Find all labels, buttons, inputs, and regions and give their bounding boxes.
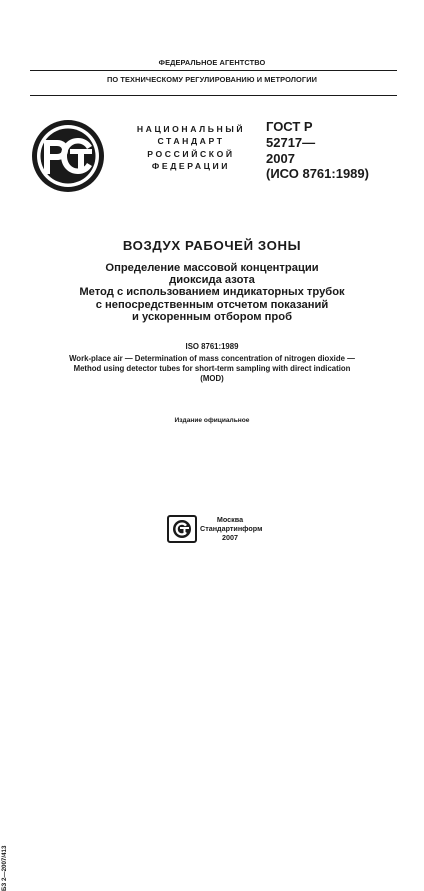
iso-reference: ISO 8761:1989: [185, 342, 239, 351]
english-title-line3: (MOD): [200, 374, 224, 383]
publisher-name: Стандартинформ: [200, 523, 263, 533]
publisher-city: Москва: [216, 515, 244, 524]
standard-type-line4: ФЕДЕРАЦИИ: [151, 161, 231, 172]
subtitle-line1: Определение массовой концентрации: [105, 262, 319, 274]
subtitle-line5: и ускоренным отбором проб: [132, 310, 292, 323]
standard-type-line1: НАЦИОНАЛЬНЫЙ: [136, 124, 246, 134]
subtitle-line2: диоксида азота: [169, 274, 255, 287]
subtitle-line3: Метод с использованием индикаторных трубок: [79, 286, 345, 299]
publisher-year: 2007: [222, 532, 238, 542]
standartinform-logo-icon: [167, 515, 197, 543]
subtitle-line4: с непосредственным отсчетом показаний: [95, 298, 329, 311]
standard-type-block: [116, 123, 266, 173]
standard-type-line3: РОССИЙСКОЙ: [147, 148, 235, 159]
english-title-line1: Work-place air — Determination of mass concentration of nitrogen dioxide —: [69, 354, 355, 363]
english-title-line2: Method using detector tubes for short-term sampling with direct indication: [73, 364, 351, 373]
agency-name-line2: ПО ТЕХНИЧЕСКОМУ РЕГУЛИРОВАНИЮ И МЕТРОЛОГИИ: [106, 75, 318, 84]
standard-type-line2: СТАНДАРТ: [157, 136, 225, 147]
rst-certification-mark-icon: [30, 118, 106, 194]
header-rule-bottom: [30, 95, 397, 96]
designation-line4: (ИСО 8761:1989): [266, 166, 369, 182]
agency-name-line1: ФЕДЕРАЛЬНОЕ АГЕНТСТВО: [158, 58, 266, 67]
publisher-block: [200, 515, 263, 542]
document-title: ВОЗДУХ РАБОЧЕЙ ЗОНЫ: [122, 238, 302, 253]
designation-line3: 2007: [266, 150, 295, 166]
document-subtitle: [40, 262, 384, 323]
designation-line2: 52717—: [266, 134, 316, 150]
side-code: БЗ 2—2007/413: [1, 845, 8, 891]
standard-designation: [266, 119, 369, 182]
edition-note: Издание официальное: [174, 417, 250, 424]
header-rule-top: [30, 70, 397, 71]
english-title: [30, 354, 394, 384]
designation-line1: ГОСТ Р: [266, 119, 313, 134]
